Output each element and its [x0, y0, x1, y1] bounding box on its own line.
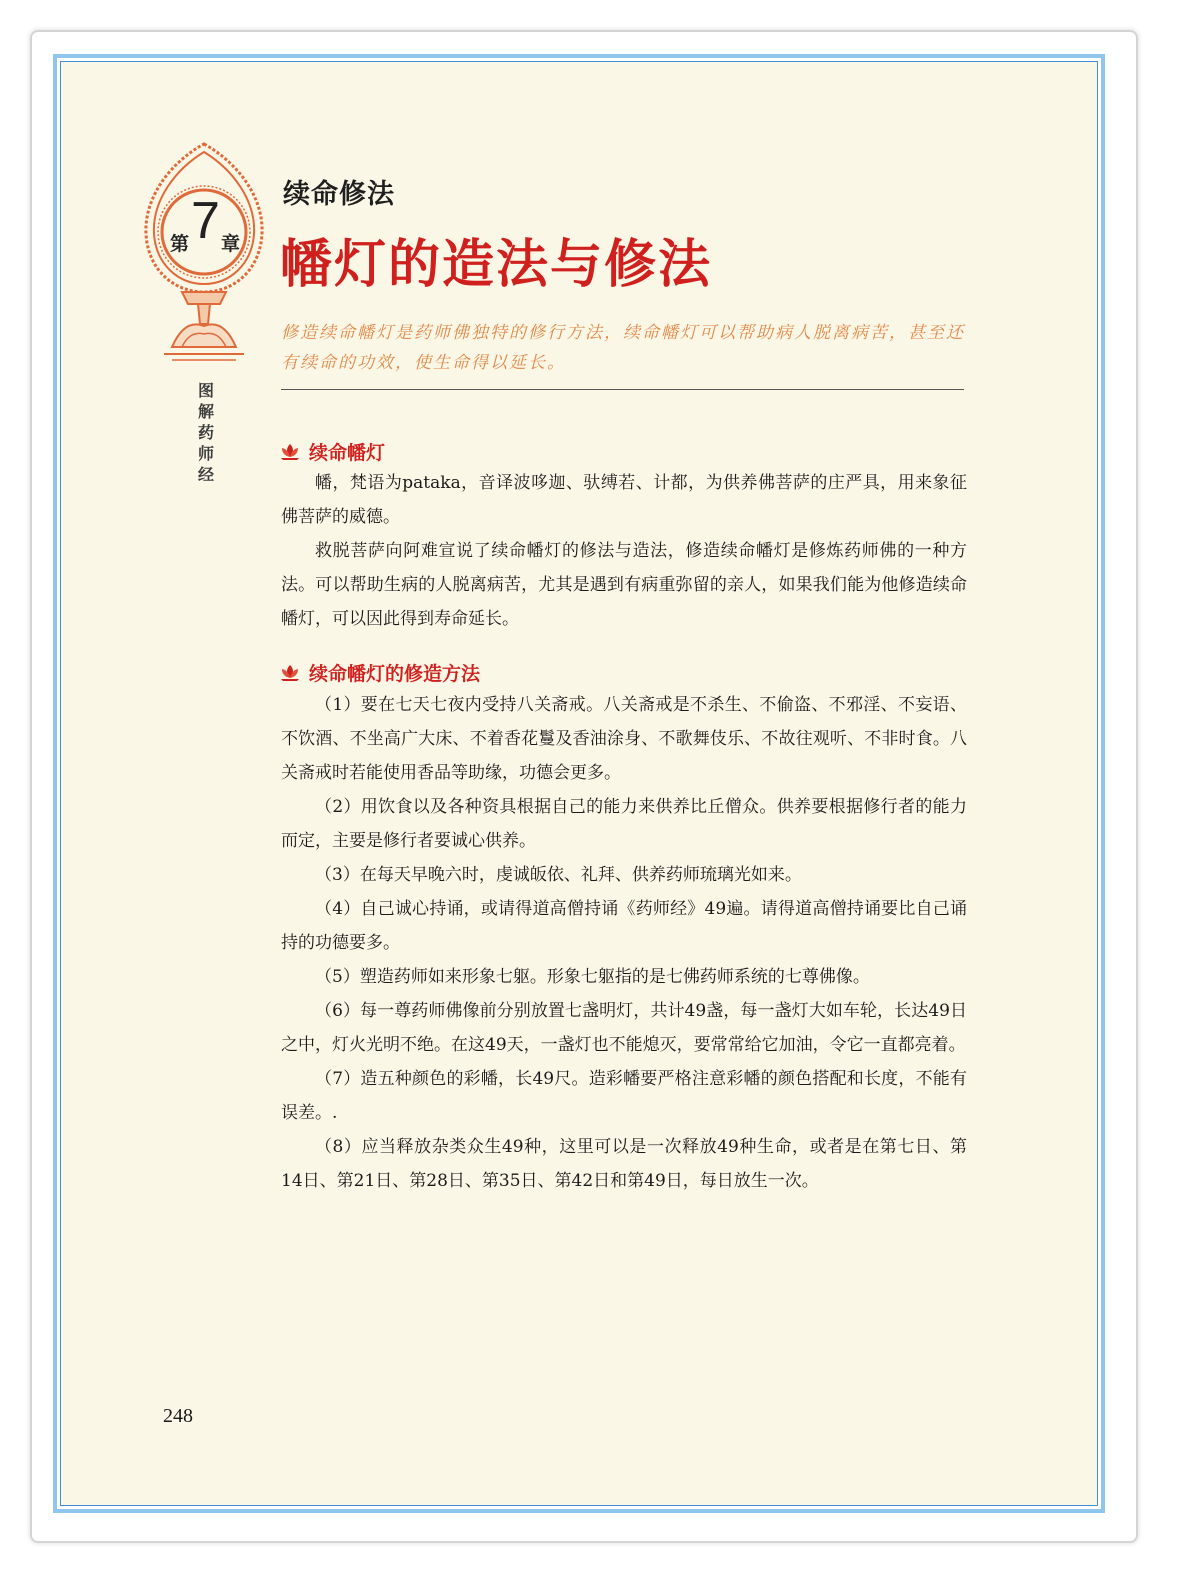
list-item: （7）造五种颜色的彩幡，长49尺。造彩幡要严格注意彩幡的颜色搭配和长度，不能有误差。.	[281, 1069, 967, 1123]
lotus-icon	[279, 664, 301, 682]
paragraph: 幡，梵语为pataka，音译波哆迦、驮缚若、计都，为供养佛菩萨的庄严具，用来象征佛菩萨的威德。	[281, 473, 967, 527]
section-heading-text: 续命幡灯	[309, 442, 386, 464]
book-title-vertical: 图解药师经	[197, 381, 214, 484]
list-item: （6）每一尊药师佛像前分别放置七盏明灯，共计49盏，每一盏灯大如车轮，长达49日之中，灯火光明不绝。在这49天，一盏灯也不能熄灭，要常常给它加油，令它一直都亮着。	[281, 1001, 967, 1055]
intro-divider	[281, 389, 964, 390]
list-item: （1）要在七天七夜内受持八关斋戒。八关斋戒是不杀生、不偷盗、不邪淫、不妄语、不饮酒、不坐高广大床、不着香花鬘及香油涂身、不歌舞伎乐、不故往观听、不非时食。八关斋戒时若能使用香品等助缘，功德会更多。	[281, 695, 967, 783]
section-body	[281, 466, 967, 636]
list-item: （3）在每天早晚六时，虔诚皈依、礼拜、供养药师琉璃光如来。	[315, 865, 802, 885]
paragraph: 救脱菩萨向阿难宣说了续命幡灯的修法与造法，修造续命幡灯是修炼药师佛的一种方法。可以帮助生病的人脱离病苦，尤其是遇到有病重弥留的亲人，如果我们能为他修造续命幡灯，可以因此得到寿命延长。	[281, 541, 967, 629]
list-item: （2）用饮食以及各种资具根据自己的能力来供养比丘僧众。供养要根据修行者的能力而定，主要是修行者要诚心供养。	[281, 797, 967, 851]
chapter-number: 7	[191, 192, 220, 250]
chapter-medallion-icon	[142, 142, 267, 372]
page-title: 幡灯的造法与修法	[280, 235, 713, 295]
page-number: 248	[163, 1405, 193, 1427]
page-subtitle: 续命修法	[283, 179, 395, 210]
chapter-label-suffix: 章	[221, 233, 241, 255]
section-heading	[279, 659, 480, 686]
intro-paragraph: 修造续命幡灯是药师佛独特的修行方法，续命幡灯可以帮助病人脱离病苦，甚至还有续命的功效，使生命得以延长。	[281, 323, 965, 373]
lotus-icon	[279, 443, 301, 461]
section-heading-text: 续命幡灯的修造方法	[309, 663, 481, 685]
list-item: （4）自己诚心持诵，或请得道高僧持诵《药师经》49遍。请得道高僧持诵要比自己诵持的功德要多。	[281, 899, 967, 953]
section-body	[281, 688, 967, 1198]
list-item: （8）应当释放杂类众生49种，这里可以是一次释放49种生命，或者是在第七日、第14日、第21日、第28日、第35日、第42日和第49日，每日放生一次。	[281, 1137, 967, 1191]
chapter-label-prefix: 第	[170, 233, 190, 255]
section-heading	[279, 438, 385, 465]
list-item: （5）塑造药师如来形象七躯。形象七躯指的是七佛药师系统的七尊佛像。	[315, 967, 870, 987]
